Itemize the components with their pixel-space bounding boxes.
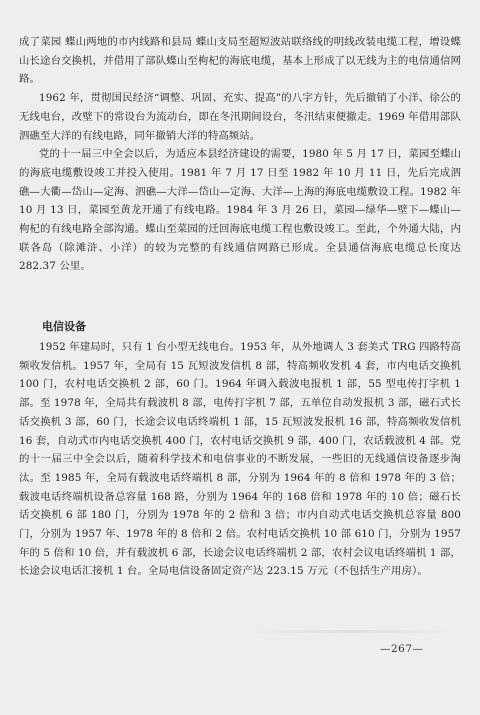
section-heading: 电信设备 — [42, 320, 86, 333]
bleed-through-mark — [250, 630, 450, 633]
body-text-top — [19, 33, 461, 276]
paragraph-continued: 成了菜园 蝶山两地的市内线路和县局 蝶山支局至超短波站联络线的明线改装电缆工程，增设蝶山长途台交换机，并借用了部队蝶山至枸杞的海底电缆，基本上形成了以无线为主的电信通信网路。 — [19, 36, 461, 86]
paragraph-1980: 党的十一届三中全会以后，为适应本县经济建设的需要，1980 年 5 月 17 日，菜园至蝶山的海底电缆敷设竣工并投入使用。1981 年 7 月 17 日至 1982 年 10 月 11 日，先后完成泗礁—大衢—岱山—定海、泗礁—大洋—岱山—定海、大洋—上海的海底电缆敷设工程。1982 年 10 月 13 日，菜园至黄龙开通了有线电路。1984 年 3 月 26 日，菜园—绿华—壁下—蝶山—枸杞的有线电路全部沟通。蝶山至菜园的迁回海底电缆工程也敷设竣工。至此，个外通大陆，内联各岛（除滩浒、小洋）的较为完整的有线通信网路已形成。全县通信海底电缆总长度达 282.37 公里。 — [19, 148, 461, 273]
paragraph-equipment: 1952 年建局时，只有 1 台小型无线电台。1953 年，从外地调人 3 套美式 TRG 四路特高频收发信机。1957 年，全局有 15 瓦短波发信机 8 部，特高频收发机 4 套，市内电话交换机 100 门，农村电话交换机 2 部，60 门。1964 年调入载波电报机 1 部，55 型电传打字机 1 部。至 1978 年，全局共有载波机 8 部，电传打字机 7 部，五单位自动发报机 3 部，磁石式长话交换机 3 部，60 门，长途会议电话终端机 1 部，15 瓦短波发报机 16 部，特高频收发信机 16 套，自动式市内电话交换机 400 门，农村电话交换机 9 部，400 门，农话载波机 4 部。党的十一届三中全会以后，随着科学技术和电信事业的不断发展，一些旧的无线通信设备逐步淘汰。至 1985 年，全局有载波电话终端机 8 部，分别为 1964 年的 8 倍和 1978 年的 3 倍；载波电话终端机设备总容量 168 路，分别为 1964 年的 168 倍和 1978 年的 10 倍；磁石长话交换机 6 部 180 门，分别为 1978 年的 2 倍和 3 倍；市内自动式电话交换机总容量 800 门，分别为 1957 年、1978 年的 8 倍和 2 倍。农村电话交换机 10 部 610 门，分别为 1957 年的 5 倍和 10 倍，并有载波机 6 部，长途会议电话终端机 2 部，农村会议电话终端机 1 部，长途会议电话汇接机 1 台。全局电信设备固定资产达 223.15 万元（不包括生产用房）。 — [19, 341, 461, 578]
body-text-equipment — [19, 338, 461, 581]
page-number: —267— — [380, 643, 424, 655]
paragraph-1962: 1962 年，贯彻国民经济“调整、巩固、充实、提高”的八字方针，先后撤销了小洋、徐公的无线电台，改壁下的常设台为流动台，即在冬汛期间设台，冬汛结束便撤走。1969 年借用部队泗礁至大洋的有线电路，同年撤销大洋的特高频站。 — [19, 92, 461, 142]
